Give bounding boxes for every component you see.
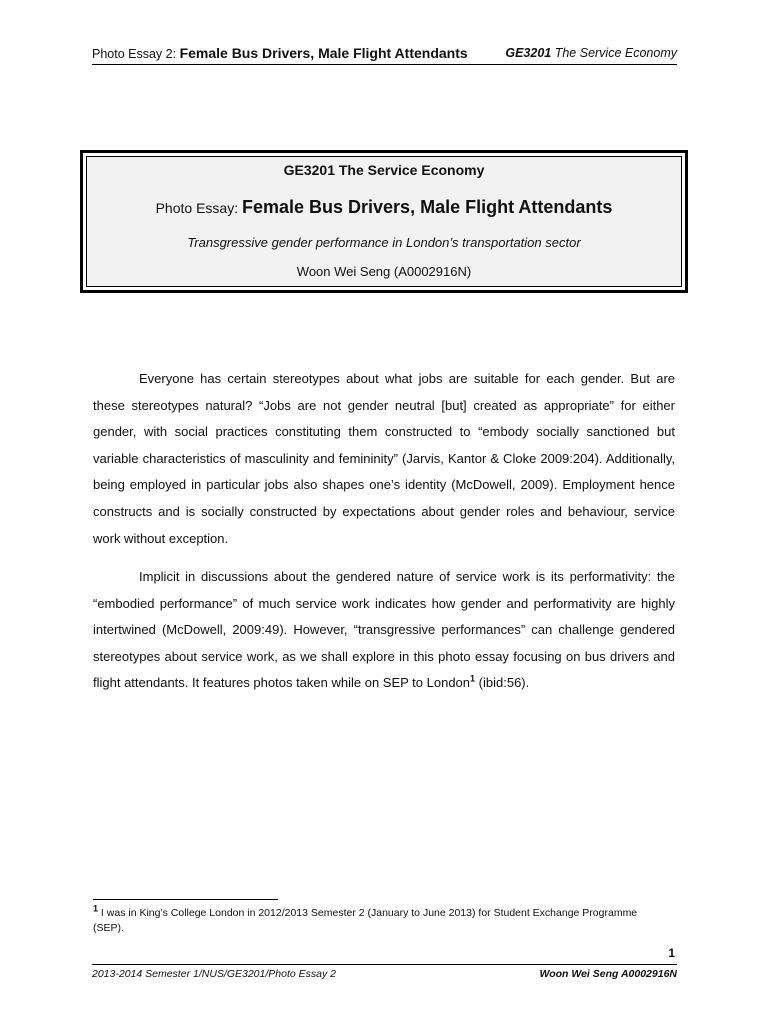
title-box: [80, 150, 688, 293]
title-box-essay-prefix: Photo Essay:: [155, 200, 242, 216]
title-box-essay-title: [87, 197, 681, 218]
paragraph-1-block: [93, 366, 675, 552]
paragraph-2-citation: (ibid:56).: [475, 675, 530, 691]
page-header: [92, 44, 677, 65]
footnote-reference: 1: [470, 674, 476, 685]
title-box-subtitle: Transgressive gender performance in London’s transportation sector: [187, 235, 581, 250]
header-essay-title: [92, 45, 468, 61]
title-box-inner: [86, 156, 682, 287]
footnote-text: I was in King’s College London in 2012/2013 Semester 2 (January to June 2013) for Student Exchange Programme (SEP).: [93, 907, 638, 934]
page-footer: [92, 964, 677, 983]
paragraph-1: Everyone has certain stereotypes about what jobs are suitable for each gender. But are these stereotypes natural? “Jobs are not gender neutral [but] created as appropriate” for either gender, with social practices constituting them constructed to “embody socially sanctioned but variable characteristics of masculinity and femininity” (Jarvis, Kantor & Cloke 2009:204). Additionally, being employed in particular jobs also shapes one’s identity (McDowell, 2009). Employment hence constructs and is socially constructed by expectations about gender roles and behaviour, service work without exception.: [93, 371, 675, 546]
title-box-course: GE3201 The Service Economy: [283, 162, 485, 178]
header-essay-prefix: Photo Essay 2:: [92, 47, 180, 61]
paragraph-2-text: Implicit in discussions about the gendered nature of service work is its performativity: the “embodied performance” of much service work indicates how gender and performativity are highly intertwined (McDowell, 2009:49). However, “transgressive performances” can challenge gendered stereotypes about service work, as we shall explore in this photo essay focusing on bus drivers and flight attendants. It features photos taken while on SEP to London: [93, 569, 675, 691]
footnote-divider: [93, 899, 278, 900]
title-box-essay-main-title: Female Bus Drivers, Male Flight Attendants: [241, 197, 613, 217]
paragraph-2-block: [93, 564, 675, 697]
paragraph-2: [93, 564, 675, 697]
footer-left: 2013-2014 Semester 1/NUS/GE3201/Photo Essay 2: [92, 968, 336, 980]
footnote-marker: 1: [93, 903, 99, 914]
footnote: [93, 903, 653, 936]
header-course-title: The Service Economy: [551, 46, 677, 60]
header-course-code: GE3201: [505, 46, 552, 60]
title-box-author: Woon Wei Seng (A0002916N): [296, 264, 472, 279]
header-course: [505, 46, 677, 60]
header-essay-main-title: Female Bus Drivers, Male Flight Attendants: [179, 45, 468, 61]
footer-right: Woon Wei Seng A0002916N: [539, 968, 677, 980]
page-number: 1: [668, 946, 675, 960]
